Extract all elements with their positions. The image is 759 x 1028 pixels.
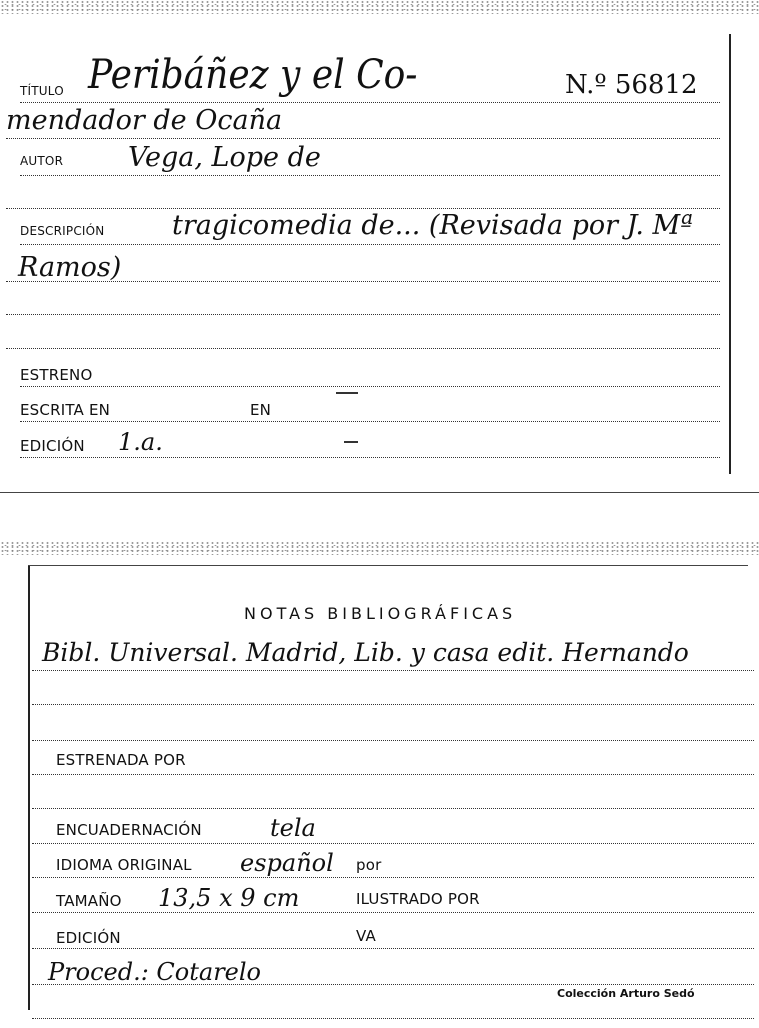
blank-rule-1 — [6, 208, 720, 209]
va-label: VA — [356, 927, 376, 945]
tamano-rule — [32, 912, 754, 913]
tamano-value: 13,5 x 9 cm — [158, 884, 300, 912]
pencil-mark — [336, 392, 358, 394]
autor-value: Vega, Lope de — [128, 142, 321, 173]
descripcion-value-line1: tragicomedia de... (Revisada por J. Mª — [172, 210, 693, 241]
edicion-label: EDICIÓN — [20, 437, 85, 455]
proced-value: Proced.: Cotarelo — [48, 958, 261, 986]
descripcion-value-line2: Ramos) — [18, 252, 122, 283]
blank-rule-2 — [6, 314, 720, 315]
ilustrado-label: ILUSTRADO POR — [356, 890, 480, 908]
encuadernacion-label: ENCUADERNACIÓN — [56, 821, 202, 839]
descripcion-label: DESCRIPCIÓN — [20, 224, 105, 238]
card1-right-edge — [729, 34, 731, 474]
titulo-rule-2 — [6, 138, 720, 139]
proced-rule — [32, 984, 754, 985]
numero-value: N.º 56812 — [565, 70, 698, 100]
encuadernacion-value: tela — [270, 814, 316, 842]
estreno-rule — [20, 386, 720, 387]
scan-noise-top — [0, 0, 759, 14]
edicion2-rule — [32, 948, 754, 949]
en-label: EN — [250, 401, 272, 419]
titulo-rule — [20, 102, 720, 103]
descripcion-rule-2 — [6, 281, 720, 282]
footer-collection: Colección Arturo Sedó — [557, 987, 695, 1000]
por-label: por — [356, 856, 382, 874]
card2-top-edge — [28, 565, 748, 566]
notas-rule-3 — [32, 740, 754, 741]
notas-rule-1 — [32, 670, 754, 671]
idioma-rule — [32, 877, 754, 878]
card1-bottom-edge — [0, 492, 759, 493]
titulo-value-line1: Peribáñez y el Co- — [88, 52, 418, 98]
bottom-rule — [32, 1018, 754, 1019]
estrenada-rule — [32, 774, 754, 775]
blank-rule-4 — [32, 808, 754, 809]
scan-noise-middle — [0, 541, 759, 555]
estreno-label: ESTRENO — [20, 366, 93, 384]
encuadernacion-rule — [32, 843, 754, 844]
tamano-label: TAMAÑO — [56, 892, 122, 910]
descripcion-rule — [20, 244, 720, 245]
edicion2-label: EDICIÓN — [56, 929, 121, 947]
notas-value-line1: Bibl. Universal. Madrid, Lib. y casa edit. Hernando — [42, 638, 689, 667]
notas-rule-2 — [32, 704, 754, 705]
autor-rule — [20, 175, 720, 176]
idioma-label: IDIOMA ORIGINAL — [56, 856, 192, 874]
estrenada-label: ESTRENADA POR — [56, 751, 186, 769]
idioma-value: español — [240, 849, 334, 877]
escrita-rule — [20, 421, 720, 422]
pencil-mark-2 — [344, 441, 358, 443]
card2-left-edge — [28, 565, 30, 1010]
edicion-value: 1.a. — [118, 428, 163, 456]
titulo-value-line2: mendador de Ocaña — [6, 105, 283, 136]
notas-heading: NOTAS BIBLIOGRÁFICAS — [244, 604, 517, 623]
blank-rule-3 — [6, 348, 720, 349]
autor-label: AUTOR — [20, 154, 64, 168]
escrita-label: ESCRITA EN — [20, 401, 111, 419]
edicion-rule — [20, 457, 720, 458]
titulo-label: TÍTULO — [20, 84, 64, 98]
